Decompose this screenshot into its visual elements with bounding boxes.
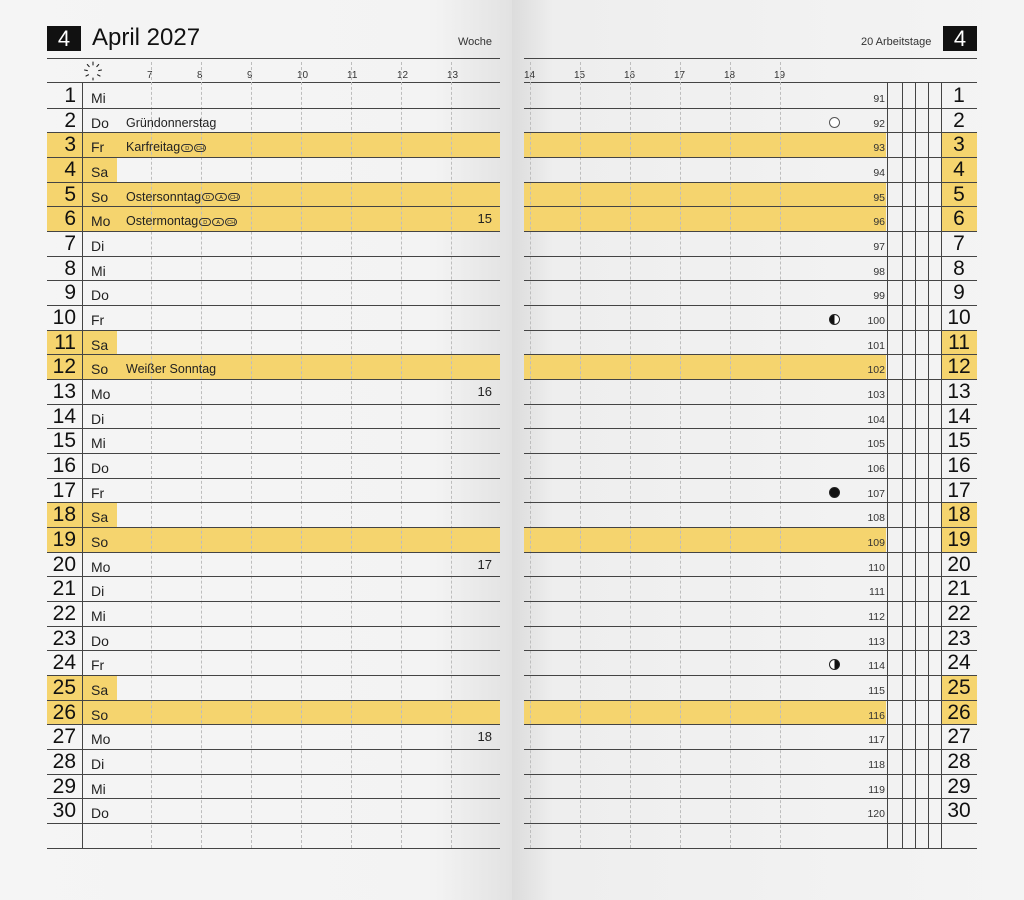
day-of-year: 93 (873, 142, 885, 155)
hour-label: 7 (147, 70, 153, 81)
day-number: 8 (64, 256, 76, 280)
day-number-right: 8 (953, 256, 965, 280)
row-rule (524, 626, 977, 627)
sunrise-icon (83, 61, 103, 81)
hour-gridline (351, 62, 352, 848)
weekday: Fr (91, 312, 105, 329)
region-badge: D (199, 218, 211, 226)
day-number: 21 (52, 577, 76, 601)
day-of-year: 115 (868, 685, 885, 698)
column-divider (902, 82, 903, 848)
hour-label: 13 (447, 70, 459, 81)
day-number-right: 10 (947, 306, 971, 330)
region-badge: A (215, 193, 227, 201)
weekday: So (91, 361, 109, 378)
weekday: Do (91, 805, 109, 822)
weekday: Mo (91, 386, 111, 403)
day-number: 20 (52, 552, 76, 576)
weekday: Mi (91, 435, 106, 452)
weekday: Sa (91, 682, 109, 699)
day-of-year: 111 (869, 586, 885, 599)
day-number-right: 28 (947, 750, 971, 774)
row-rule (524, 601, 977, 602)
weekday: Do (91, 114, 109, 131)
row-rule (47, 157, 500, 158)
hour-gridline (730, 62, 731, 848)
workdays-label: 20 Arbeitstage (861, 36, 932, 48)
day-of-year: 109 (867, 537, 885, 550)
day-number-right: 4 (953, 158, 965, 181)
hour-label: 11 (347, 70, 358, 81)
row-rule (524, 700, 977, 701)
row-rule (524, 502, 977, 503)
day-number-right: 13 (947, 380, 971, 404)
moon-phase-icon (829, 314, 840, 325)
day-number-right: 16 (947, 454, 971, 478)
column-divider (915, 82, 916, 848)
row-rule (47, 231, 500, 232)
hour-gridline (201, 62, 202, 848)
row-rule (47, 626, 500, 627)
hour-gridline (301, 62, 302, 848)
weekday: Mi (91, 608, 106, 625)
day-number: 24 (52, 651, 76, 675)
day-number: 5 (64, 182, 76, 206)
day-number-right: 20 (947, 552, 971, 576)
weekday: Do (91, 287, 109, 304)
weekday: So (91, 534, 109, 551)
day-of-year: 100 (867, 315, 885, 328)
day-number-right: 29 (947, 774, 971, 798)
day-number-right: 1 (953, 84, 965, 107)
week-number: 18 (477, 729, 492, 745)
weekend-band (524, 207, 886, 231)
week-label: Woche (458, 36, 493, 48)
row-rule (47, 182, 500, 183)
row-rule (524, 206, 977, 207)
row-rule (524, 552, 977, 553)
row-rule (524, 157, 977, 158)
region-badge: CH (194, 144, 206, 152)
row-rule (524, 379, 977, 380)
week-number: 16 (477, 384, 492, 400)
weekend-band (47, 207, 500, 231)
row-rule (47, 823, 500, 824)
week-number: 17 (477, 556, 492, 572)
row-rule (47, 798, 500, 799)
row-rule (47, 305, 500, 306)
row-rule (524, 527, 977, 528)
day-of-year: 96 (873, 216, 885, 229)
row-rule (47, 576, 500, 577)
day-of-year: 119 (868, 783, 885, 796)
day-number-right: 6 (953, 207, 965, 231)
hour-label: 10 (297, 70, 309, 81)
day-number-right: 17 (947, 478, 971, 502)
day-number: 9 (64, 281, 76, 305)
weekday: Sa (91, 509, 109, 526)
holiday-name (126, 209, 237, 233)
weekend-band (47, 528, 500, 552)
day-of-year: 91 (873, 93, 885, 105)
row-rule (47, 108, 500, 109)
weekend-band (524, 528, 886, 552)
day-of-year: 118 (868, 759, 885, 772)
row-rule (47, 206, 500, 207)
weekday: Mi (91, 262, 106, 279)
day-of-year: 94 (873, 167, 885, 179)
weekend-band (47, 355, 500, 379)
day-number: 2 (64, 108, 76, 132)
row-rule (47, 700, 500, 701)
day-of-year: 112 (868, 611, 885, 624)
day-number: 4 (64, 158, 76, 181)
day-of-year: 95 (873, 191, 885, 204)
day-number-right: 18 (947, 503, 971, 527)
weekday: Di (91, 238, 105, 255)
weekday: Do (91, 460, 109, 477)
day-number: 29 (52, 774, 76, 798)
hour-gridline (630, 62, 631, 848)
day-number: 25 (52, 676, 76, 700)
weekend-band (524, 133, 886, 157)
row-rule (47, 601, 500, 602)
day-number-right: 12 (947, 355, 971, 379)
day-number: 7 (64, 232, 76, 256)
day-number: 22 (52, 602, 76, 626)
day-of-year: 108 (867, 512, 885, 525)
column-divider (887, 82, 888, 848)
day-number: 26 (52, 700, 76, 724)
header-rule (47, 58, 500, 59)
region-badge: A (212, 218, 224, 226)
hour-label: 14 (524, 70, 536, 81)
weekday: Mi (91, 780, 106, 797)
day-of-year: 107 (867, 487, 885, 500)
row-rule (524, 132, 977, 133)
row-rule (524, 774, 977, 775)
day-number: 16 (52, 454, 76, 478)
weekday: Fr (91, 139, 105, 156)
day-number: 14 (52, 404, 76, 428)
holiday-name (126, 185, 240, 209)
row-rule (524, 182, 977, 183)
month-number-badge-right: 4 (943, 26, 977, 51)
header-rule (524, 58, 977, 59)
hour-gridline (451, 62, 452, 848)
holiday-label: Gründonnerstag (126, 115, 217, 130)
row-rule (47, 404, 500, 405)
row-rule (524, 453, 977, 454)
weekday: Di (91, 410, 105, 427)
row-rule (524, 404, 977, 405)
day-number: 6 (64, 207, 76, 231)
hour-label: 15 (574, 70, 586, 81)
weekday: Fr (91, 657, 105, 674)
hour-gridline (680, 62, 681, 848)
row-rule (524, 749, 977, 750)
day-of-year: 104 (867, 413, 885, 426)
day-number-right: 27 (947, 725, 971, 749)
column-divider (928, 82, 929, 848)
weekday: Mo (91, 213, 111, 230)
day-of-year: 98 (873, 265, 885, 278)
day-number-right: 15 (947, 429, 971, 453)
weekday: Do (91, 632, 109, 649)
weekday: Mo (91, 558, 111, 575)
day-number: 10 (52, 306, 76, 330)
header-rule (47, 82, 500, 83)
weekend-band (524, 183, 886, 207)
weekday: Sa (91, 336, 109, 353)
day-of-year: 97 (873, 241, 885, 254)
hour-gridline (401, 62, 402, 848)
row-rule (47, 502, 500, 503)
weekend-band (47, 701, 500, 725)
row-rule (47, 675, 500, 676)
weekday: Di (91, 583, 105, 600)
day-number-right: 14 (947, 404, 971, 428)
day-number: 23 (52, 626, 76, 650)
hour-label: 12 (397, 70, 409, 81)
row-rule (524, 305, 977, 306)
day-number-right: 30 (947, 799, 971, 823)
hour-label: 8 (197, 70, 203, 81)
day-of-year: 105 (867, 438, 885, 451)
day-number-right: 21 (947, 577, 971, 601)
day-number: 12 (52, 355, 76, 379)
row-rule (47, 379, 500, 380)
weekend-band (47, 183, 500, 207)
day-of-year: 106 (867, 463, 885, 476)
column-divider (82, 82, 83, 848)
moon-phase-icon (829, 487, 840, 498)
weekday: Di (91, 756, 105, 773)
hour-gridline (530, 62, 531, 848)
row-rule (47, 774, 500, 775)
moon-phase-icon (829, 117, 840, 128)
month-title: April 2027 (92, 24, 201, 51)
row-rule (47, 354, 500, 355)
row-rule (47, 749, 500, 750)
row-rule (47, 453, 500, 454)
week-number: 15 (477, 211, 492, 227)
day-number: 13 (52, 380, 76, 404)
holiday-name (126, 135, 206, 159)
day-number-right: 24 (947, 651, 971, 675)
month-number-badge-left: 4 (47, 26, 81, 51)
row-rule (524, 798, 977, 799)
day-number-right: 26 (947, 700, 971, 724)
day-of-year: 120 (867, 808, 885, 821)
day-number: 30 (52, 799, 76, 823)
row-rule (524, 724, 977, 725)
row-rule (524, 108, 977, 109)
row-rule (47, 256, 500, 257)
day-number: 15 (52, 429, 76, 453)
row-rule (47, 478, 500, 479)
hour-gridline (151, 62, 152, 848)
column-divider (941, 82, 942, 848)
row-rule (524, 280, 977, 281)
row-rule (524, 256, 977, 257)
row-rule (47, 527, 500, 528)
row-rule (47, 724, 500, 725)
day-number-right: 7 (953, 232, 965, 256)
weekday: So (91, 706, 109, 723)
hour-label: 17 (674, 70, 686, 81)
day-of-year: 103 (867, 389, 885, 402)
day-of-year: 92 (873, 117, 885, 130)
holiday-label: Weißer Sonntag (126, 362, 217, 377)
day-number: 19 (52, 528, 76, 552)
day-number-right: 3 (953, 133, 965, 157)
weekday: Sa (91, 164, 109, 180)
day-of-year: 102 (867, 364, 885, 377)
row-rule (524, 823, 977, 824)
weekday: Mo (91, 731, 111, 748)
hour-gridline (251, 62, 252, 848)
hour-label: 16 (624, 70, 636, 81)
holiday-label: Ostersonntag (126, 189, 202, 204)
day-number-right: 22 (947, 602, 971, 626)
region-badge: CH (228, 193, 240, 201)
weekend-band (524, 701, 886, 725)
day-of-year: 114 (868, 660, 885, 673)
row-rule (47, 330, 500, 331)
holiday-label: Ostermontag (126, 214, 199, 229)
hour-gridline (780, 62, 781, 848)
hour-label: 19 (774, 70, 786, 81)
hour-gridline (580, 62, 581, 848)
row-rule (47, 650, 500, 651)
row-rule (524, 330, 977, 331)
row-rule (524, 428, 977, 429)
day-of-year: 117 (868, 734, 885, 747)
day-number-right: 9 (953, 281, 965, 305)
hour-label: 9 (247, 70, 253, 81)
day-number-right: 19 (947, 528, 971, 552)
row-rule (47, 552, 500, 553)
header-rule (524, 82, 977, 83)
region-badge: D (181, 144, 193, 152)
weekday: Mi (91, 90, 106, 106)
day-of-year: 116 (868, 709, 885, 722)
day-number: 1 (64, 84, 76, 107)
row-rule (47, 848, 500, 849)
day-of-year: 101 (867, 339, 885, 352)
day-of-year: 113 (868, 635, 885, 648)
day-number: 18 (52, 503, 76, 527)
row-rule (524, 354, 977, 355)
day-number: 27 (52, 725, 76, 749)
weekday: Fr (91, 484, 105, 501)
weekend-band (47, 133, 500, 157)
day-number: 11 (54, 330, 76, 354)
day-number-right: 2 (953, 108, 965, 132)
day-number: 28 (52, 750, 76, 774)
holiday-name (126, 111, 216, 135)
day-number-right: 5 (953, 182, 965, 206)
holiday-name (126, 357, 216, 381)
row-rule (47, 132, 500, 133)
day-number: 17 (52, 478, 76, 502)
day-of-year: 99 (873, 290, 885, 303)
holiday-label: Karfreitag (126, 140, 181, 155)
hour-label: 18 (724, 70, 736, 81)
row-rule (524, 231, 977, 232)
day-of-year: 110 (868, 561, 885, 574)
row-rule (524, 675, 977, 676)
row-rule (47, 428, 500, 429)
weekend-band (524, 355, 886, 379)
day-number: 3 (64, 133, 76, 157)
region-badge: CH (225, 218, 237, 226)
row-rule (524, 848, 977, 849)
row-rule (524, 576, 977, 577)
day-number-right: 23 (947, 626, 971, 650)
row-rule (524, 650, 977, 651)
row-rule (524, 478, 977, 479)
day-number-right: 25 (947, 676, 971, 700)
weekday: So (91, 188, 109, 205)
day-number-right: 11 (948, 330, 970, 354)
row-rule (47, 280, 500, 281)
region-badge: D (202, 193, 214, 201)
